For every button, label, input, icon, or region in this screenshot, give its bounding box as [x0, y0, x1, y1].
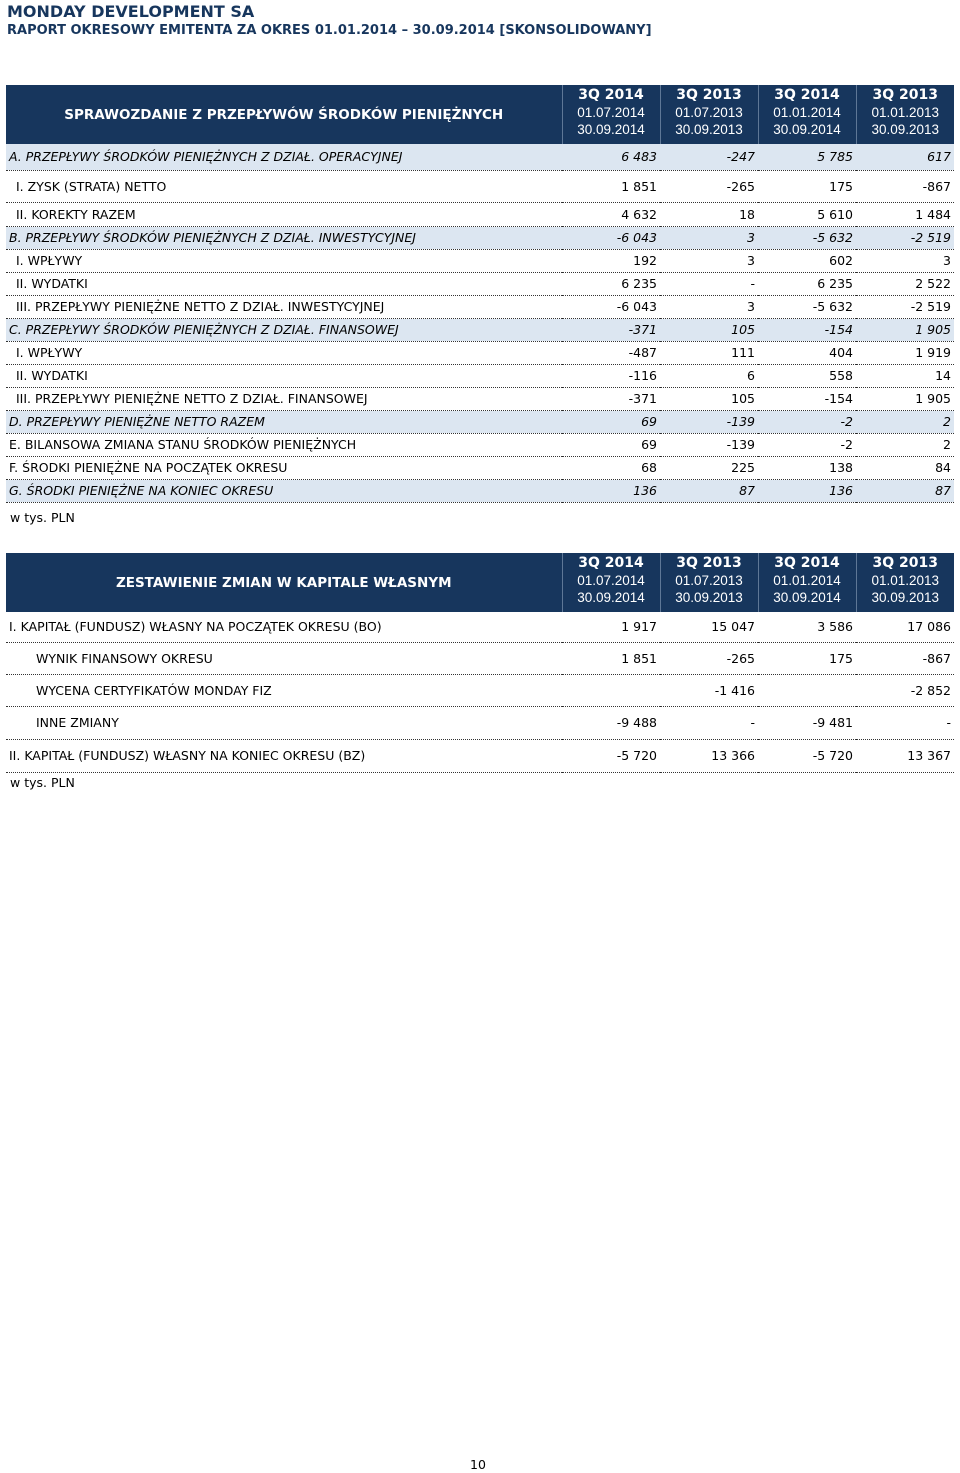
row-value: 1 917 [562, 612, 660, 642]
column-date-to: 30.09.2014 [773, 590, 841, 605]
row-value: 105 [660, 318, 758, 341]
report-title: RAPORT OKRESOWY EMITENTA ZA OKRES 01.01.2014 – 30.09.2014 [SKONSOLIDOWANY] [7, 23, 652, 38]
table-header-row [6, 553, 954, 612]
column-quarter: 3Q 2013 [872, 87, 938, 103]
row-value: -154 [758, 387, 856, 410]
column-date-to: 30.09.2014 [773, 122, 841, 137]
table-row [6, 479, 954, 502]
row-value: -2 [758, 410, 856, 433]
row-value: -154 [758, 318, 856, 341]
column-header [856, 553, 954, 612]
row-value: -6 043 [562, 226, 660, 249]
row-value: 175 [758, 170, 856, 202]
row-value: -1 416 [660, 674, 758, 706]
column-date-to: 30.09.2013 [871, 590, 940, 605]
column-date-to: 30.09.2014 [577, 590, 645, 605]
column-header [660, 85, 758, 144]
row-value [758, 674, 856, 706]
table-row [6, 739, 954, 772]
row-value: 138 [758, 456, 856, 479]
column-header [758, 85, 856, 144]
column-quarter: 3Q 2013 [676, 555, 742, 571]
column-header [562, 553, 660, 612]
table-header-row [6, 85, 954, 144]
cashflow-unit: w tys. PLN [10, 510, 75, 525]
row-label: E. BILANSOWA ZMIANA STANU ŚRODKÓW PIENIĘŻNYCH [6, 433, 562, 456]
row-value: -247 [660, 144, 758, 170]
row-value: 175 [758, 642, 856, 674]
row-label: F. ŚRODKI PIENIĘŻNE NA POCZĄTEK OKRESU [6, 456, 562, 479]
row-label: II. KAPITAŁ (FUNDUSZ) WŁASNY NA KONIEC OKRESU (BZ) [6, 739, 562, 772]
column-date-to: 30.09.2014 [577, 122, 645, 137]
row-value: 1 905 [856, 318, 954, 341]
row-label: INNE ZMIANY [6, 706, 562, 739]
table-row [6, 226, 954, 249]
row-value: -5 720 [758, 739, 856, 772]
table-row [6, 202, 954, 226]
row-label: II. KOREKTY RAZEM [6, 202, 562, 226]
row-value: 105 [660, 387, 758, 410]
row-value: 2 [856, 410, 954, 433]
row-value: - [660, 706, 758, 739]
column-header [660, 553, 758, 612]
row-value: -487 [562, 341, 660, 364]
row-value: - [660, 272, 758, 295]
column-header [758, 553, 856, 612]
row-value: -265 [660, 642, 758, 674]
column-date-to: 30.09.2013 [675, 122, 743, 137]
table-title: SPRAWOZDANIE Z PRZEPŁYWÓW ŚRODKÓW PIENIĘŻNYCH [6, 85, 562, 144]
row-value: 14 [856, 364, 954, 387]
table-row [6, 674, 954, 706]
row-label: III. PRZEPŁYWY PIENIĘŻNE NETTO Z DZIAŁ. FINANSOWEJ [6, 387, 562, 410]
row-label: G. ŚRODKI PIENIĘŻNE NA KONIEC OKRESU [6, 479, 562, 502]
row-value: -9 481 [758, 706, 856, 739]
row-label: B. PRZEPŁYWY ŚRODKÓW PIENIĘŻNYCH Z DZIAŁ. INWESTYCYJNEJ [6, 226, 562, 249]
row-value: 6 235 [758, 272, 856, 295]
column-header [856, 85, 954, 144]
row-value: 558 [758, 364, 856, 387]
column-quarter: 3Q 2014 [578, 87, 644, 103]
row-value: 1 484 [856, 202, 954, 226]
column-quarter: 3Q 2014 [578, 555, 644, 571]
row-label: III. PRZEPŁYWY PIENIĘŻNE NETTO Z DZIAŁ. INWESTYCYJNEJ [6, 295, 562, 318]
row-value: 87 [660, 479, 758, 502]
row-label: II. WYDATKI [6, 272, 562, 295]
row-value: 136 [758, 479, 856, 502]
row-label: I. ZYSK (STRATA) NETTO [6, 170, 562, 202]
table-row [6, 272, 954, 295]
row-label: A. PRZEPŁYWY ŚRODKÓW PIENIĘŻNYCH Z DZIAŁ. OPERACYJNEJ [6, 144, 562, 170]
row-value: - [856, 706, 954, 739]
row-value: 1 905 [856, 387, 954, 410]
column-date-from: 01.01.2014 [773, 573, 841, 588]
row-value: -2 519 [856, 226, 954, 249]
row-label: D. PRZEPŁYWY PIENIĘŻNE NETTO RAZEM [6, 410, 562, 433]
table-row [6, 144, 954, 170]
row-value: 404 [758, 341, 856, 364]
column-date-from: 01.07.2013 [675, 573, 743, 588]
row-value: -5 720 [562, 739, 660, 772]
row-value: -2 519 [856, 295, 954, 318]
row-value: 3 [856, 249, 954, 272]
row-value: -5 632 [758, 226, 856, 249]
row-value: 2 [856, 433, 954, 456]
row-label: WYCENA CERTYFIKATÓW MONDAY FIZ [6, 674, 562, 706]
row-label: I. WPŁYWY [6, 341, 562, 364]
row-value: 3 [660, 249, 758, 272]
table-row [6, 456, 954, 479]
table-row [6, 642, 954, 674]
row-label: C. PRZEPŁYWY ŚRODKÓW PIENIĘŻNYCH Z DZIAŁ. FINANSOWEJ [6, 318, 562, 341]
row-value: -2 852 [856, 674, 954, 706]
row-value: 13 366 [660, 739, 758, 772]
column-date-to: 30.09.2013 [675, 590, 743, 605]
cashflow-table [6, 85, 954, 503]
column-date-from: 01.01.2013 [871, 573, 940, 588]
row-value: -139 [660, 433, 758, 456]
row-value: 3 [660, 226, 758, 249]
row-value: 136 [562, 479, 660, 502]
column-date-to: 30.09.2013 [871, 122, 940, 137]
table-row [6, 410, 954, 433]
column-date-from: 01.01.2013 [871, 105, 940, 120]
row-value: -9 488 [562, 706, 660, 739]
row-value: 69 [562, 433, 660, 456]
row-value: 6 235 [562, 272, 660, 295]
table-row [6, 295, 954, 318]
row-value: 617 [856, 144, 954, 170]
row-value: 1 851 [562, 170, 660, 202]
row-value: 1 851 [562, 642, 660, 674]
column-quarter: 3Q 2013 [872, 555, 938, 571]
column-quarter: 3Q 2014 [774, 555, 840, 571]
column-date-from: 01.07.2014 [577, 105, 645, 120]
row-value: 2 522 [856, 272, 954, 295]
row-value: 3 [660, 295, 758, 318]
row-value: 17 086 [856, 612, 954, 642]
table-row [6, 706, 954, 739]
row-value: -2 [758, 433, 856, 456]
row-value: -371 [562, 387, 660, 410]
row-value: 1 919 [856, 341, 954, 364]
row-value: 69 [562, 410, 660, 433]
row-label: I. WPŁYWY [6, 249, 562, 272]
table-row [6, 170, 954, 202]
equity-table [6, 553, 954, 773]
table-row [6, 387, 954, 410]
row-value: 84 [856, 456, 954, 479]
table-row [6, 433, 954, 456]
row-value: 111 [660, 341, 758, 364]
equity-unit: w tys. PLN [10, 775, 75, 790]
row-value: -867 [856, 642, 954, 674]
column-quarter: 3Q 2014 [774, 87, 840, 103]
row-value: 6 [660, 364, 758, 387]
company-name: MONDAY DEVELOPMENT SA [7, 2, 255, 21]
row-value: -265 [660, 170, 758, 202]
row-value [562, 674, 660, 706]
row-value: 225 [660, 456, 758, 479]
row-value: 3 586 [758, 612, 856, 642]
table-row [6, 612, 954, 642]
row-value: 87 [856, 479, 954, 502]
row-value: -5 632 [758, 295, 856, 318]
column-header [562, 85, 660, 144]
row-value: 602 [758, 249, 856, 272]
table-row [6, 318, 954, 341]
table-row [6, 364, 954, 387]
row-value: -139 [660, 410, 758, 433]
row-label: WYNIK FINANSOWY OKRESU [6, 642, 562, 674]
row-label: I. KAPITAŁ (FUNDUSZ) WŁASNY NA POCZĄTEK OKRESU (BO) [6, 612, 562, 642]
column-quarter: 3Q 2013 [676, 87, 742, 103]
row-value: 5 610 [758, 202, 856, 226]
row-value: 5 785 [758, 144, 856, 170]
row-label: II. WYDATKI [6, 364, 562, 387]
column-date-from: 01.01.2014 [773, 105, 841, 120]
row-value: 192 [562, 249, 660, 272]
page-number: 10 [470, 1457, 486, 1472]
row-value: 13 367 [856, 739, 954, 772]
row-value: 6 483 [562, 144, 660, 170]
report-header [7, 2, 652, 40]
table-row [6, 341, 954, 364]
row-value: -116 [562, 364, 660, 387]
column-date-from: 01.07.2013 [675, 105, 743, 120]
row-value: -6 043 [562, 295, 660, 318]
row-value: 18 [660, 202, 758, 226]
table-title: ZESTAWIENIE ZMIAN W KAPITALE WŁASNYM [6, 553, 562, 612]
row-value: 68 [562, 456, 660, 479]
column-date-from: 01.07.2014 [577, 573, 645, 588]
row-value: -867 [856, 170, 954, 202]
row-value: -371 [562, 318, 660, 341]
row-value: 4 632 [562, 202, 660, 226]
row-value: 15 047 [660, 612, 758, 642]
table-row [6, 249, 954, 272]
